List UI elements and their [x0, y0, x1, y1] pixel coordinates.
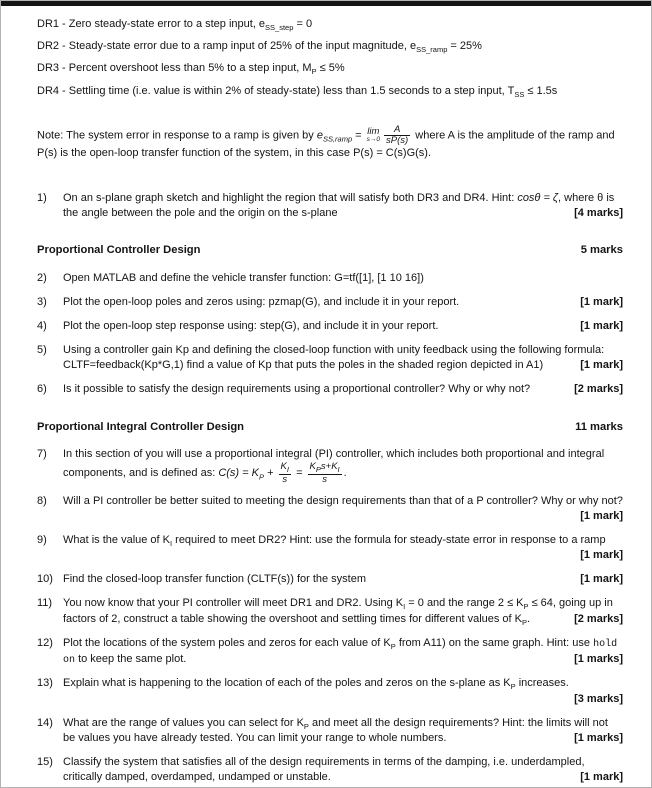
text-run: Plot the open-loop poles and zeros using: pzmap(G), and include it in your report. — [63, 295, 460, 308]
text-run: K — [280, 461, 287, 473]
text-run: = 0 and the range 2 ≤ K — [405, 597, 524, 610]
text-run: s — [282, 473, 288, 485]
marks-label: [1 marks] — [574, 652, 623, 665]
text-run: SS_step — [265, 23, 294, 33]
text-run: A — [393, 123, 401, 135]
question-number: 12) — [37, 636, 53, 649]
limit-subscript: s→0 — [366, 135, 381, 143]
text-run: In this section of you will use a proportional integral (PI) controller, which includes both proportional and integral components, and is defined as: — [63, 448, 605, 480]
question-number: 10) — [37, 573, 53, 586]
marks-label: [1 mark] — [580, 295, 623, 308]
question-number: 9) — [37, 533, 47, 546]
text-run: DR1 - Zero steady-state error to a step input, e — [37, 18, 266, 30]
question-text — [63, 295, 623, 310]
text-run: Will a PI controller be better suited to meeting the design requirements than that of a P controller? Why or why not? — [63, 494, 623, 507]
question-item — [37, 382, 623, 397]
question-number: 13) — [37, 677, 53, 690]
marks-label: [2 marks] — [574, 612, 623, 625]
question-number: 1) — [37, 191, 47, 204]
marks-label: [3 marks] — [574, 692, 623, 705]
text-run: . — [527, 612, 531, 625]
marks-label: [2 marks] — [574, 383, 623, 396]
question-number: 14) — [37, 716, 53, 729]
design-requirement — [37, 84, 623, 99]
text-run: P — [522, 617, 528, 627]
math-fraction — [384, 125, 410, 146]
marks-label: [1 mark] — [580, 319, 623, 332]
question-number: 15) — [37, 756, 53, 769]
question-item — [37, 494, 623, 524]
text-run: Using a controller gain Kp and defining the closed-loop function with unity feedback using the following formula: CLTF=feedback(Kp*G,1) find a value of Kp that puts the poles in the shaded region depicted in A1) — [63, 344, 605, 372]
text-run: from A11) on the same graph. Hint: use — [395, 636, 594, 649]
question-item — [37, 295, 623, 310]
question-item — [37, 343, 623, 373]
text-run: increases. — [515, 677, 569, 690]
question-text — [63, 596, 623, 626]
text-run: = 0 — [293, 18, 313, 30]
question-number: 6) — [37, 383, 47, 396]
question-item — [37, 636, 623, 668]
question-number: 2) — [37, 271, 47, 284]
text-run: = 25% — [447, 40, 482, 53]
text-run: You now know that your PI controller will meet DR1 and DR2. Using K — [63, 597, 404, 610]
question-item — [37, 319, 623, 334]
text-run: ≤ 64, going up in factors of 2, construct a table showing the overshoot and settling times for different values of K — [63, 597, 613, 625]
text-run: SS — [514, 89, 525, 99]
text-run: P — [390, 642, 396, 651]
fraction-denominator — [384, 136, 410, 146]
design-requirement — [37, 61, 623, 76]
question-text — [63, 447, 623, 485]
question-number: 5) — [37, 344, 47, 357]
text-run: SS_ramp — [416, 45, 448, 55]
question-item — [37, 755, 623, 785]
question-text — [63, 343, 623, 373]
math-fraction — [308, 462, 342, 484]
marks-label: [1 marks] — [574, 731, 623, 744]
text-run: , where θ is the angle between the pole and the origin on the s-plane — [63, 191, 615, 219]
text-run: Open MATLAB and define the vehicle transfer function: G=tf([1], [1 10 16]) — [63, 271, 424, 284]
text-run: What are the range of values you can select for K — [63, 716, 304, 729]
question-text — [63, 494, 623, 524]
marks-label: [1 mark] — [580, 771, 623, 784]
text-run: s — [322, 473, 327, 485]
text-run: . — [343, 467, 347, 480]
text-run: P — [258, 472, 264, 482]
question-text — [63, 572, 623, 587]
marks-label: [1 mark] — [580, 549, 623, 562]
text-run: Is it possible to satisfy the design requirements using a proportional controller? Why or why not? — [63, 383, 531, 396]
text-run: hold on — [63, 638, 618, 666]
text-run: Classify the system that satisfies all of the design requirements in terms of the damping, i.e. underdampled, critically damped, overdamped, undamped or unstable. — [63, 756, 585, 784]
question-text — [63, 676, 623, 706]
design-requirement — [37, 39, 623, 54]
text-run: C(s) = K — [218, 467, 259, 480]
note-paragraph — [37, 125, 623, 161]
question-item — [37, 596, 623, 626]
question-number: 3) — [37, 295, 47, 308]
text-run: Plot the locations of the system poles and zeros for each value of K — [63, 636, 391, 649]
text-run: DR2 - Steady-state error due to a ramp input of 25% of the input magnitude, e — [37, 40, 417, 53]
question-text — [63, 382, 623, 397]
question-item — [37, 572, 623, 587]
text-run: Find the closed-loop transfer function (CLTF(s)) for the system — [63, 573, 367, 586]
text-run: sP(s) — [386, 134, 409, 146]
text-run: = — [352, 129, 365, 142]
text-run: I — [403, 602, 406, 612]
text-run: What is the value of K — [63, 533, 170, 546]
question-text — [63, 755, 623, 785]
section-title: Proportional Integral Controller Design — [37, 420, 244, 433]
section-marks-label: 5 marks — [580, 244, 623, 257]
text-run: = — [292, 467, 306, 480]
text-run: P — [303, 721, 309, 731]
text-run: cosθ = ζ — [517, 191, 559, 204]
question-text — [63, 191, 623, 221]
limit-notation — [367, 127, 380, 143]
question-number: 11) — [37, 597, 53, 610]
question-text — [63, 271, 623, 286]
text-run: s+K — [320, 461, 338, 473]
question-item — [37, 716, 623, 746]
limit-operator: lim — [367, 126, 380, 138]
question-item — [37, 533, 623, 563]
marks-label: [1 mark] — [580, 509, 623, 522]
question-text — [63, 533, 623, 563]
math-fraction — [279, 462, 291, 484]
question-item — [37, 271, 623, 286]
marks-label: [1 mark] — [580, 573, 623, 586]
text-run: On an s-plane graph sketch and highlight the region that will satisfy both DR3 and DR4. Hint: — [63, 191, 518, 204]
text-run: P — [523, 602, 529, 612]
text-run: P — [315, 465, 321, 475]
text-run: P — [510, 682, 516, 692]
text-run: e — [316, 129, 323, 142]
text-run: DR4 - Settling time (i.e. value is within 2% of steady-state) less than 1.5 seconds to a step input, T — [37, 84, 515, 97]
text-run: K — [309, 461, 316, 473]
text-run: DR3 - Percent overshoot less than 5% to a step input, M — [37, 62, 312, 75]
question-text — [63, 716, 623, 746]
section-header — [37, 420, 623, 435]
text-run: where A is the amplitude of the ramp and P(s) is the open-loop transfer function of the system, in this case P(s) = C(s)G(s). — [37, 129, 615, 159]
text-run: ≤ 1.5s — [524, 84, 558, 97]
design-requirement — [37, 17, 623, 32]
text-run: required to meet DR2? Hint: use the formula for steady-state error in response to a ramp — [172, 533, 606, 546]
section-title: Proportional Controller Design — [37, 244, 201, 257]
text-run: I — [170, 539, 173, 549]
text-run: I — [286, 465, 289, 475]
fraction-denominator — [308, 475, 342, 485]
section-marks-label: 11 marks — [575, 420, 623, 433]
text-run: Note: The system error in response to a ramp is given by — [37, 129, 317, 142]
marks-label: [4 marks] — [574, 206, 623, 219]
top-border-bar — [1, 1, 651, 6]
text-run: ≤ 5% — [316, 62, 345, 75]
text-run: SS,ramp — [322, 134, 353, 144]
text-run: to keep the same plot. — [75, 652, 187, 665]
question-item — [37, 191, 623, 221]
question-number: 4) — [37, 319, 47, 332]
text-run: Explain what is happening to the location of each of the poles and zeros on the s-plane as K — [63, 677, 511, 690]
marks-label: [1 mark] — [580, 359, 623, 372]
question-text — [63, 636, 623, 668]
text-run: I — [337, 465, 340, 475]
question-item — [37, 447, 623, 485]
text-run: P — [311, 67, 317, 77]
text-run: and meet all the design requirements? Hint: the limits will not be values you have already tested. You can limit your range to whole numbers. — [63, 716, 608, 744]
question-number: 7) — [37, 448, 47, 461]
question-item — [37, 676, 623, 706]
text-run: Plot the open-loop step response using: step(G), and include it in your report. — [63, 319, 439, 332]
document-content — [1, 1, 651, 788]
text-run: + — [264, 467, 277, 480]
question-number: 8) — [37, 494, 47, 507]
section-header — [37, 243, 623, 258]
fraction-denominator — [279, 475, 291, 485]
question-text — [63, 319, 623, 334]
